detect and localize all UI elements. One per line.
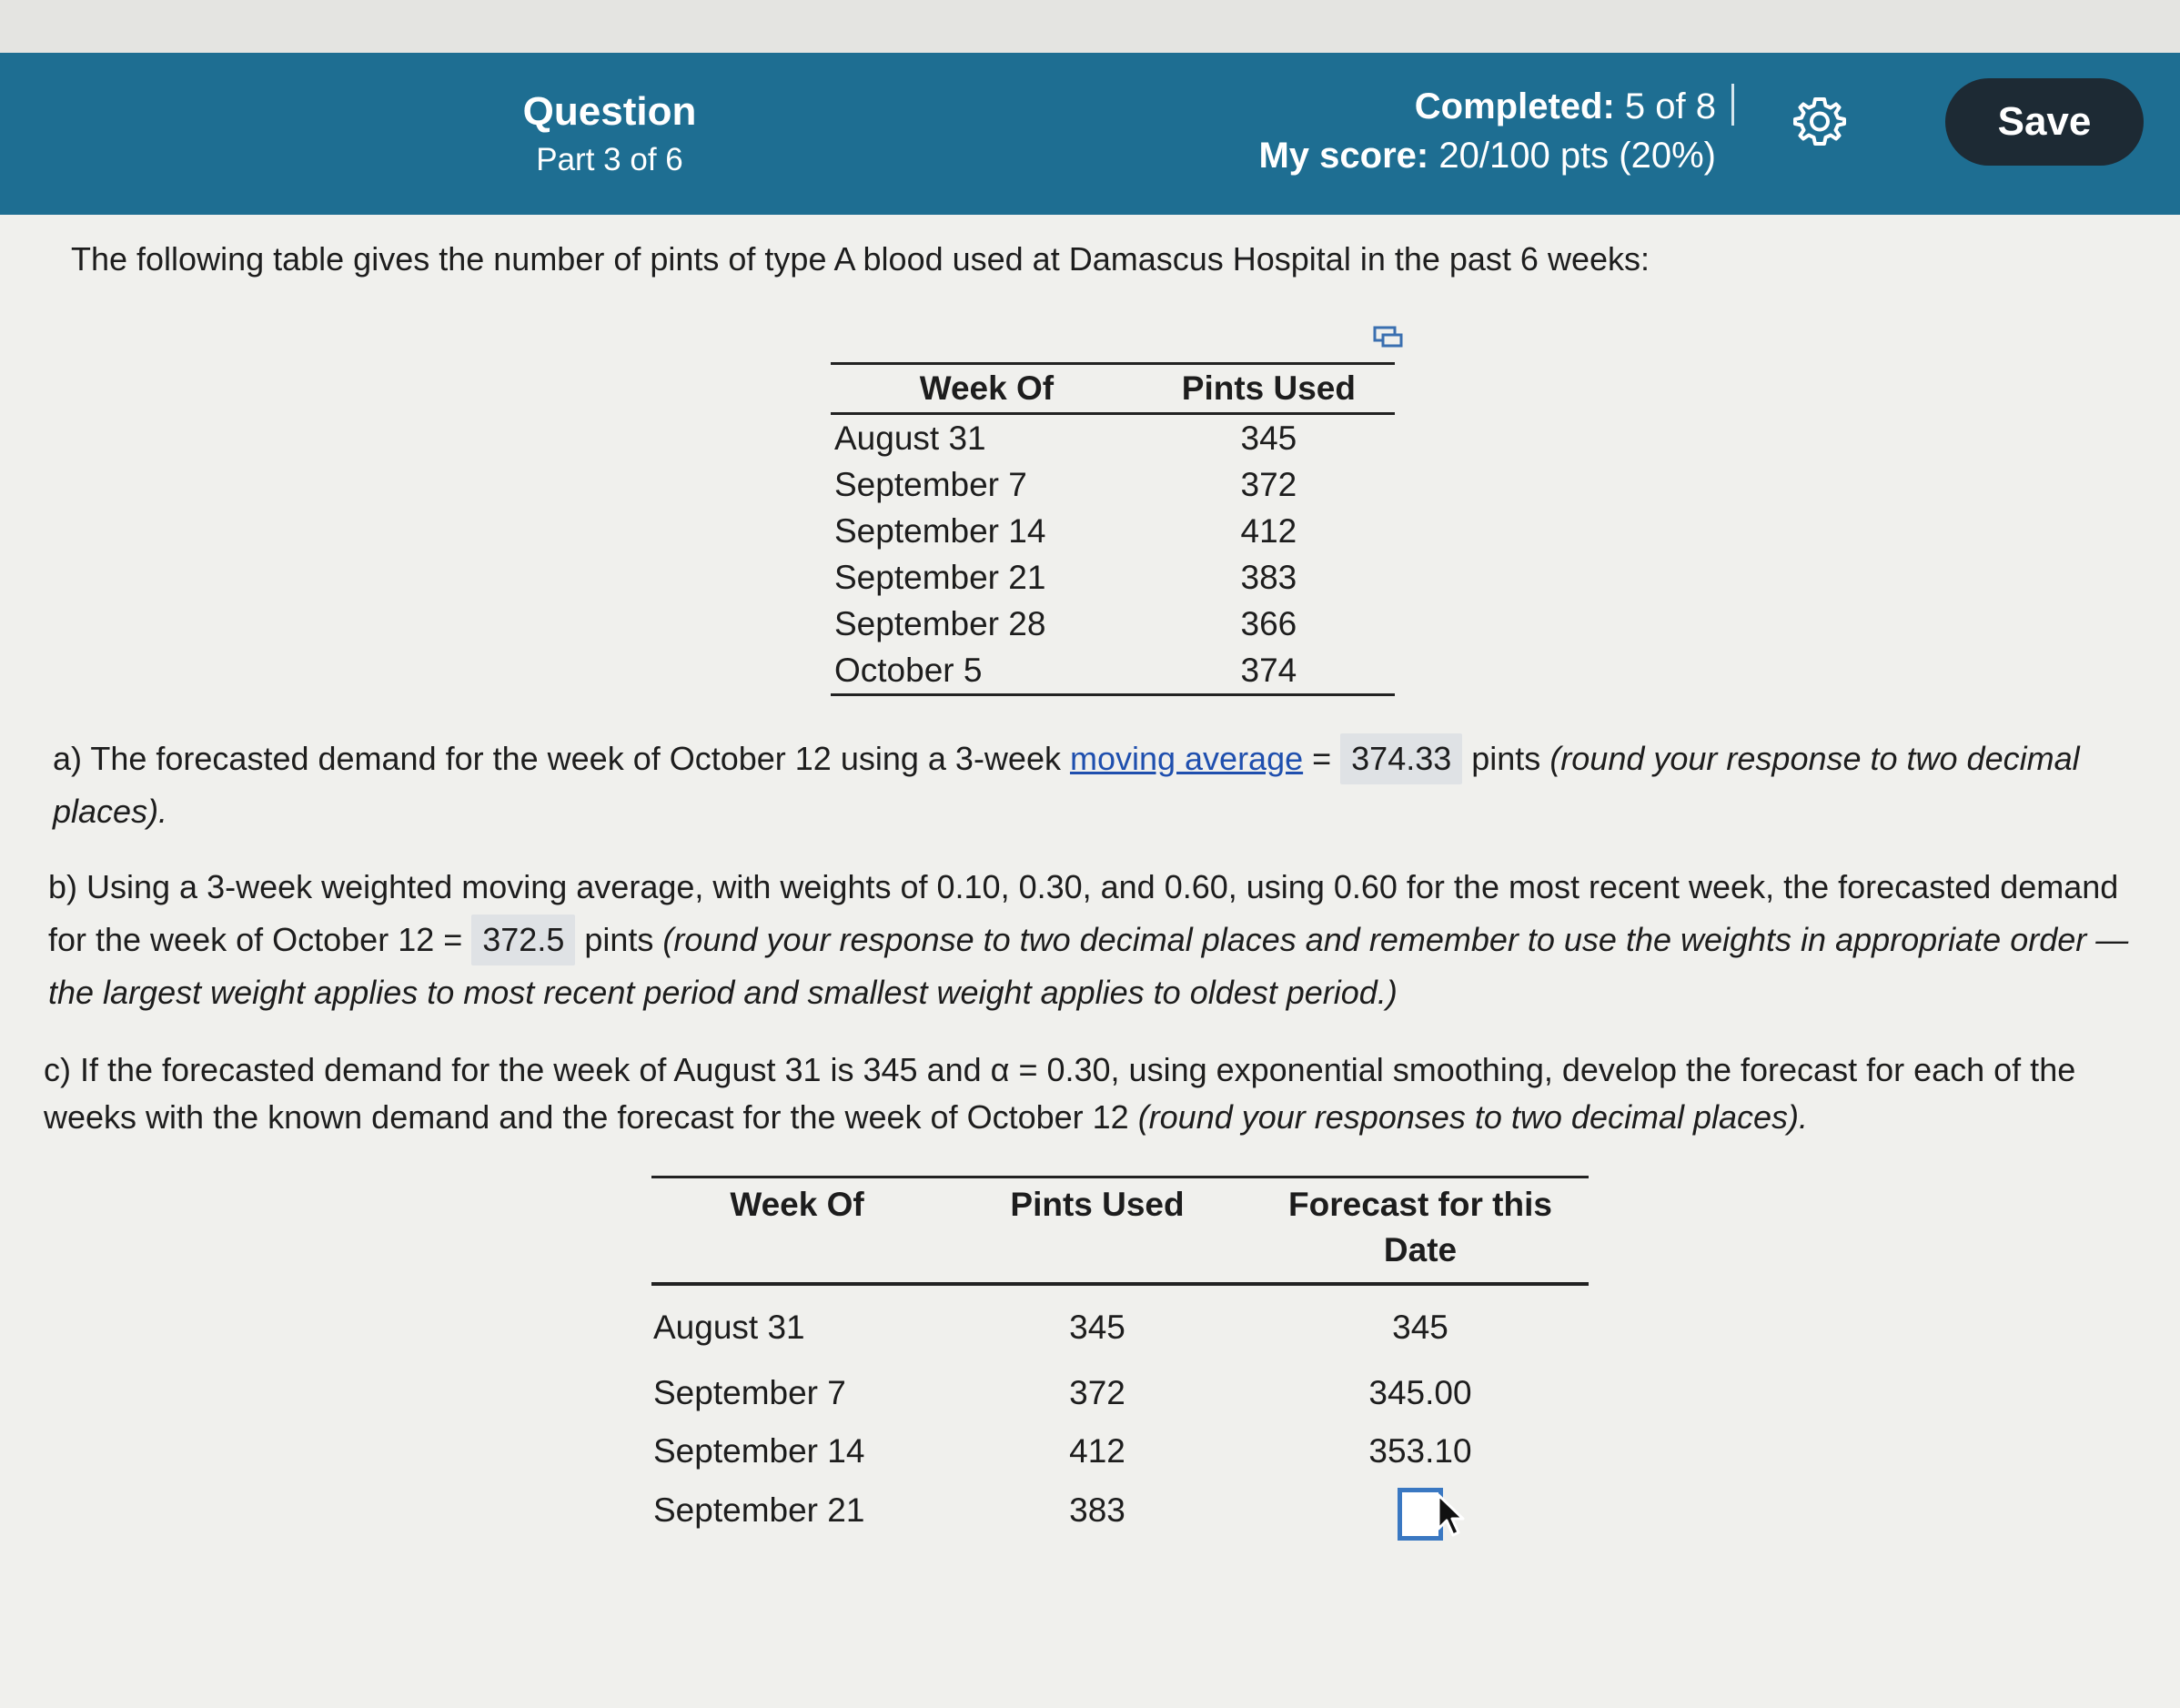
gear-icon[interactable] bbox=[1791, 94, 1849, 152]
blood-usage-table bbox=[831, 362, 1395, 696]
pints-cell: 345 bbox=[1240, 419, 1297, 457]
week-cell: September 14 bbox=[653, 1432, 865, 1470]
column-header-pints: Pints Used bbox=[943, 1177, 1252, 1285]
table-row bbox=[831, 601, 1395, 647]
part-b-note: (round your response to two decimal places and remember to use the weights in appropriate order — the largest weight applies to most recent period and smallest weight applies to oldest period.) bbox=[48, 921, 2129, 1011]
table-row bbox=[651, 1422, 1589, 1481]
question-title: Question bbox=[522, 89, 697, 134]
question-header bbox=[0, 53, 2180, 215]
pints-cell: 372 bbox=[1069, 1374, 1125, 1411]
column-header-pints: Pints Used bbox=[1143, 364, 1395, 414]
pints-cell: 383 bbox=[1240, 558, 1297, 596]
score-label: My score: bbox=[1258, 136, 1429, 176]
part-a-text: a) The forecasted demand for the week of October 12 using a 3-week bbox=[53, 740, 1070, 777]
forecast-cell: 345.00 bbox=[1368, 1374, 1472, 1411]
week-cell: September 14 bbox=[834, 511, 1046, 550]
forecast-table bbox=[651, 1176, 1589, 1541]
pints-cell: 366 bbox=[1240, 604, 1297, 642]
part-c-note: (round your responses to two decimal places). bbox=[1137, 1098, 1809, 1136]
pints-cell: 345 bbox=[1069, 1309, 1125, 1346]
question-intro: The following table gives the number of pints of type A blood used at Damascus Hospital in the past 6 weeks: bbox=[71, 240, 1650, 278]
part-a-equals: = bbox=[1303, 740, 1341, 777]
week-cell: September 21 bbox=[834, 558, 1046, 596]
pints-cell: 383 bbox=[1069, 1491, 1125, 1529]
question-info bbox=[510, 87, 710, 182]
table-row bbox=[831, 647, 1395, 695]
table-row bbox=[831, 461, 1395, 508]
part-a-unit: pints bbox=[1462, 740, 1550, 777]
table-row bbox=[831, 554, 1395, 601]
pints-cell: 412 bbox=[1069, 1432, 1125, 1470]
part-c-question bbox=[44, 1046, 2173, 1141]
week-cell: August 31 bbox=[834, 419, 986, 457]
week-cell: August 31 bbox=[653, 1309, 805, 1346]
completed-value: 5 of 8 bbox=[1624, 86, 1716, 126]
forecast-cell: 345 bbox=[1392, 1309, 1448, 1346]
question-part: Part 3 of 6 bbox=[536, 142, 683, 177]
moving-average-link[interactable]: moving average bbox=[1069, 740, 1304, 777]
progress-info bbox=[1258, 82, 1716, 180]
completed-status bbox=[1258, 82, 1716, 131]
header-divider bbox=[1731, 84, 1734, 126]
browser-top-strip bbox=[0, 0, 2180, 53]
part-b-text: b) Using a 3-week weighted moving average, with weights of 0.10, 0.30, and 0.60, using 0.60 for the most recent week, the forecasted demand for the week of October 12 = bbox=[48, 868, 2119, 958]
pints-cell: 374 bbox=[1240, 651, 1297, 689]
completed-label: Completed: bbox=[1414, 86, 1615, 126]
part-b-question bbox=[48, 861, 2159, 1019]
forecast-cell: 353.10 bbox=[1368, 1432, 1472, 1470]
column-header-week: Week Of bbox=[831, 364, 1143, 414]
mouse-cursor-icon bbox=[1436, 1492, 1468, 1540]
part-b-unit: pints bbox=[575, 921, 663, 958]
score-status bbox=[1258, 131, 1716, 180]
score-value: 20/100 pts (20%) bbox=[1438, 136, 1716, 176]
table-row bbox=[831, 508, 1395, 554]
week-cell: September 28 bbox=[834, 604, 1046, 642]
table-row bbox=[651, 1364, 1589, 1422]
pints-cell: 372 bbox=[1240, 465, 1297, 503]
table-row bbox=[651, 1284, 1589, 1364]
column-header-week: Week Of bbox=[651, 1177, 943, 1285]
pints-cell: 412 bbox=[1240, 511, 1297, 550]
part-c-text: c) If the forecasted demand for the week of August 31 is 345 and α = 0.30, using exponential smoothing, develop the forecast for each of the weeks with the known demand and the forecast for the week of October 12 bbox=[44, 1051, 2076, 1136]
table-row bbox=[831, 414, 1395, 462]
part-a-answer[interactable]: 374.33 bbox=[1340, 733, 1462, 784]
part-b-answer[interactable]: 372.5 bbox=[471, 915, 575, 965]
save-button[interactable]: Save bbox=[1945, 78, 2144, 166]
part-a-question bbox=[53, 733, 2145, 838]
week-cell: September 7 bbox=[653, 1374, 846, 1411]
forecast-input-cell bbox=[1252, 1481, 1589, 1541]
expand-table-icon[interactable] bbox=[1372, 324, 1405, 349]
week-cell: September 7 bbox=[834, 465, 1027, 503]
week-cell: September 21 bbox=[653, 1491, 865, 1529]
column-header-forecast: Forecast for this Date bbox=[1252, 1177, 1589, 1285]
week-cell: October 5 bbox=[834, 651, 983, 689]
part-a-note: (round your response to two decimal places). bbox=[53, 740, 2080, 830]
